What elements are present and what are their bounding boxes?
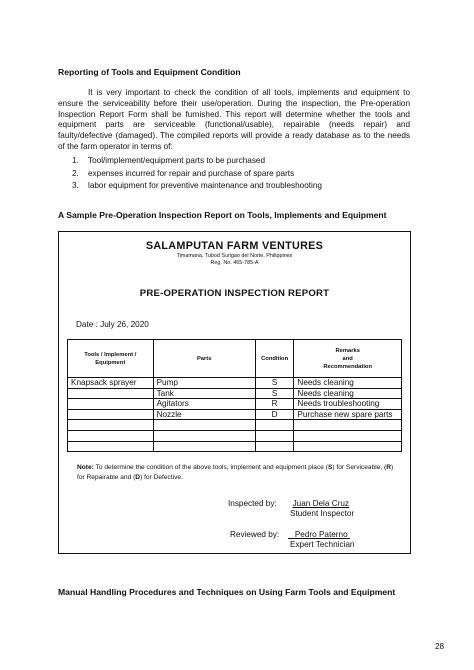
table-row: Knapsack sprayer Pump S Needs cleaning xyxy=(68,378,402,389)
company-name: SALAMPUTAN FARM VENTURES xyxy=(145,240,324,252)
table-row xyxy=(68,441,402,452)
table-row: Agitators R Needs troubleshooting xyxy=(68,399,402,410)
intro-paragraph-text: It is very important to check the condition of all tools, implements and equipment to ensure the serviceability before their use/operation. During the inspection, the Pre-operation Inspection Report Form shall be furnished. This report will determine whether the tools and equipment parts are serviceable (functional/usable), repairable (needs repair) and faulty/defective (damaged). The compiled reports will provide a ready database as to the needs of the farm operator in terms of: xyxy=(58,88,410,151)
inspection-table xyxy=(67,339,402,452)
table-header-row xyxy=(68,340,402,378)
needs-list xyxy=(58,155,322,193)
list-item: 2. expenses incurred for repair and purchase of spare parts xyxy=(72,168,295,178)
column-header-tools: Tools / Implement / Equipment xyxy=(68,340,154,378)
company-address: Timamana, Tubod Surigao del Norte, Philippines xyxy=(176,253,293,259)
report-title: PRE-OPERATION INSPECTION REPORT xyxy=(139,288,330,299)
column-header-remarks: Remarks and Recommendation xyxy=(294,340,402,378)
table-row xyxy=(68,430,402,441)
inspector-name: Juan Dela Cruz xyxy=(292,499,349,508)
table-row xyxy=(68,420,402,431)
reviewer-title: Expert Technician xyxy=(290,540,355,549)
column-header-condition: Condition xyxy=(255,340,294,378)
section-heading-manual-handling: Manual Handling Procedures and Techniques on Using Farm Tools and Equipment xyxy=(58,587,396,597)
column-header-parts: Parts xyxy=(153,340,255,378)
inspection-report-form xyxy=(58,231,411,554)
page-number: 28 xyxy=(435,642,445,651)
reviewer-name: Pedro Paterno xyxy=(294,530,348,539)
section-heading-sample-report: A Sample Pre-Operation Inspection Report on Tools, Implements and Equipment xyxy=(58,210,387,220)
intro-paragraph xyxy=(58,88,410,153)
list-item: 1. Tool/implement/equipment parts to be purchased xyxy=(72,156,266,165)
inspector-title: Student Inspector xyxy=(290,509,355,518)
table-row: Nozzle D Purchase new spare parts xyxy=(68,409,402,420)
registration-number: Reg. No. 465-785-A xyxy=(210,260,259,266)
table-row: Tank S Needs cleaning xyxy=(68,388,402,399)
list-item: 3. labor equipment for preventive maintenance and troubleshooting xyxy=(72,181,322,191)
condition-note: Note: To determine the condition of the above tools, implement and equipment place (S) for Serviceable, (R) for Repairable and (D) for Defective. xyxy=(77,464,394,481)
report-date: Date : July 26, 2020 xyxy=(76,320,149,329)
inspected-by-label: Inspected by: xyxy=(228,499,277,508)
reviewed-by-label: Reviewed by: xyxy=(230,530,280,539)
section-heading-reporting: Reporting of Tools and Equipment Condition xyxy=(58,67,241,77)
